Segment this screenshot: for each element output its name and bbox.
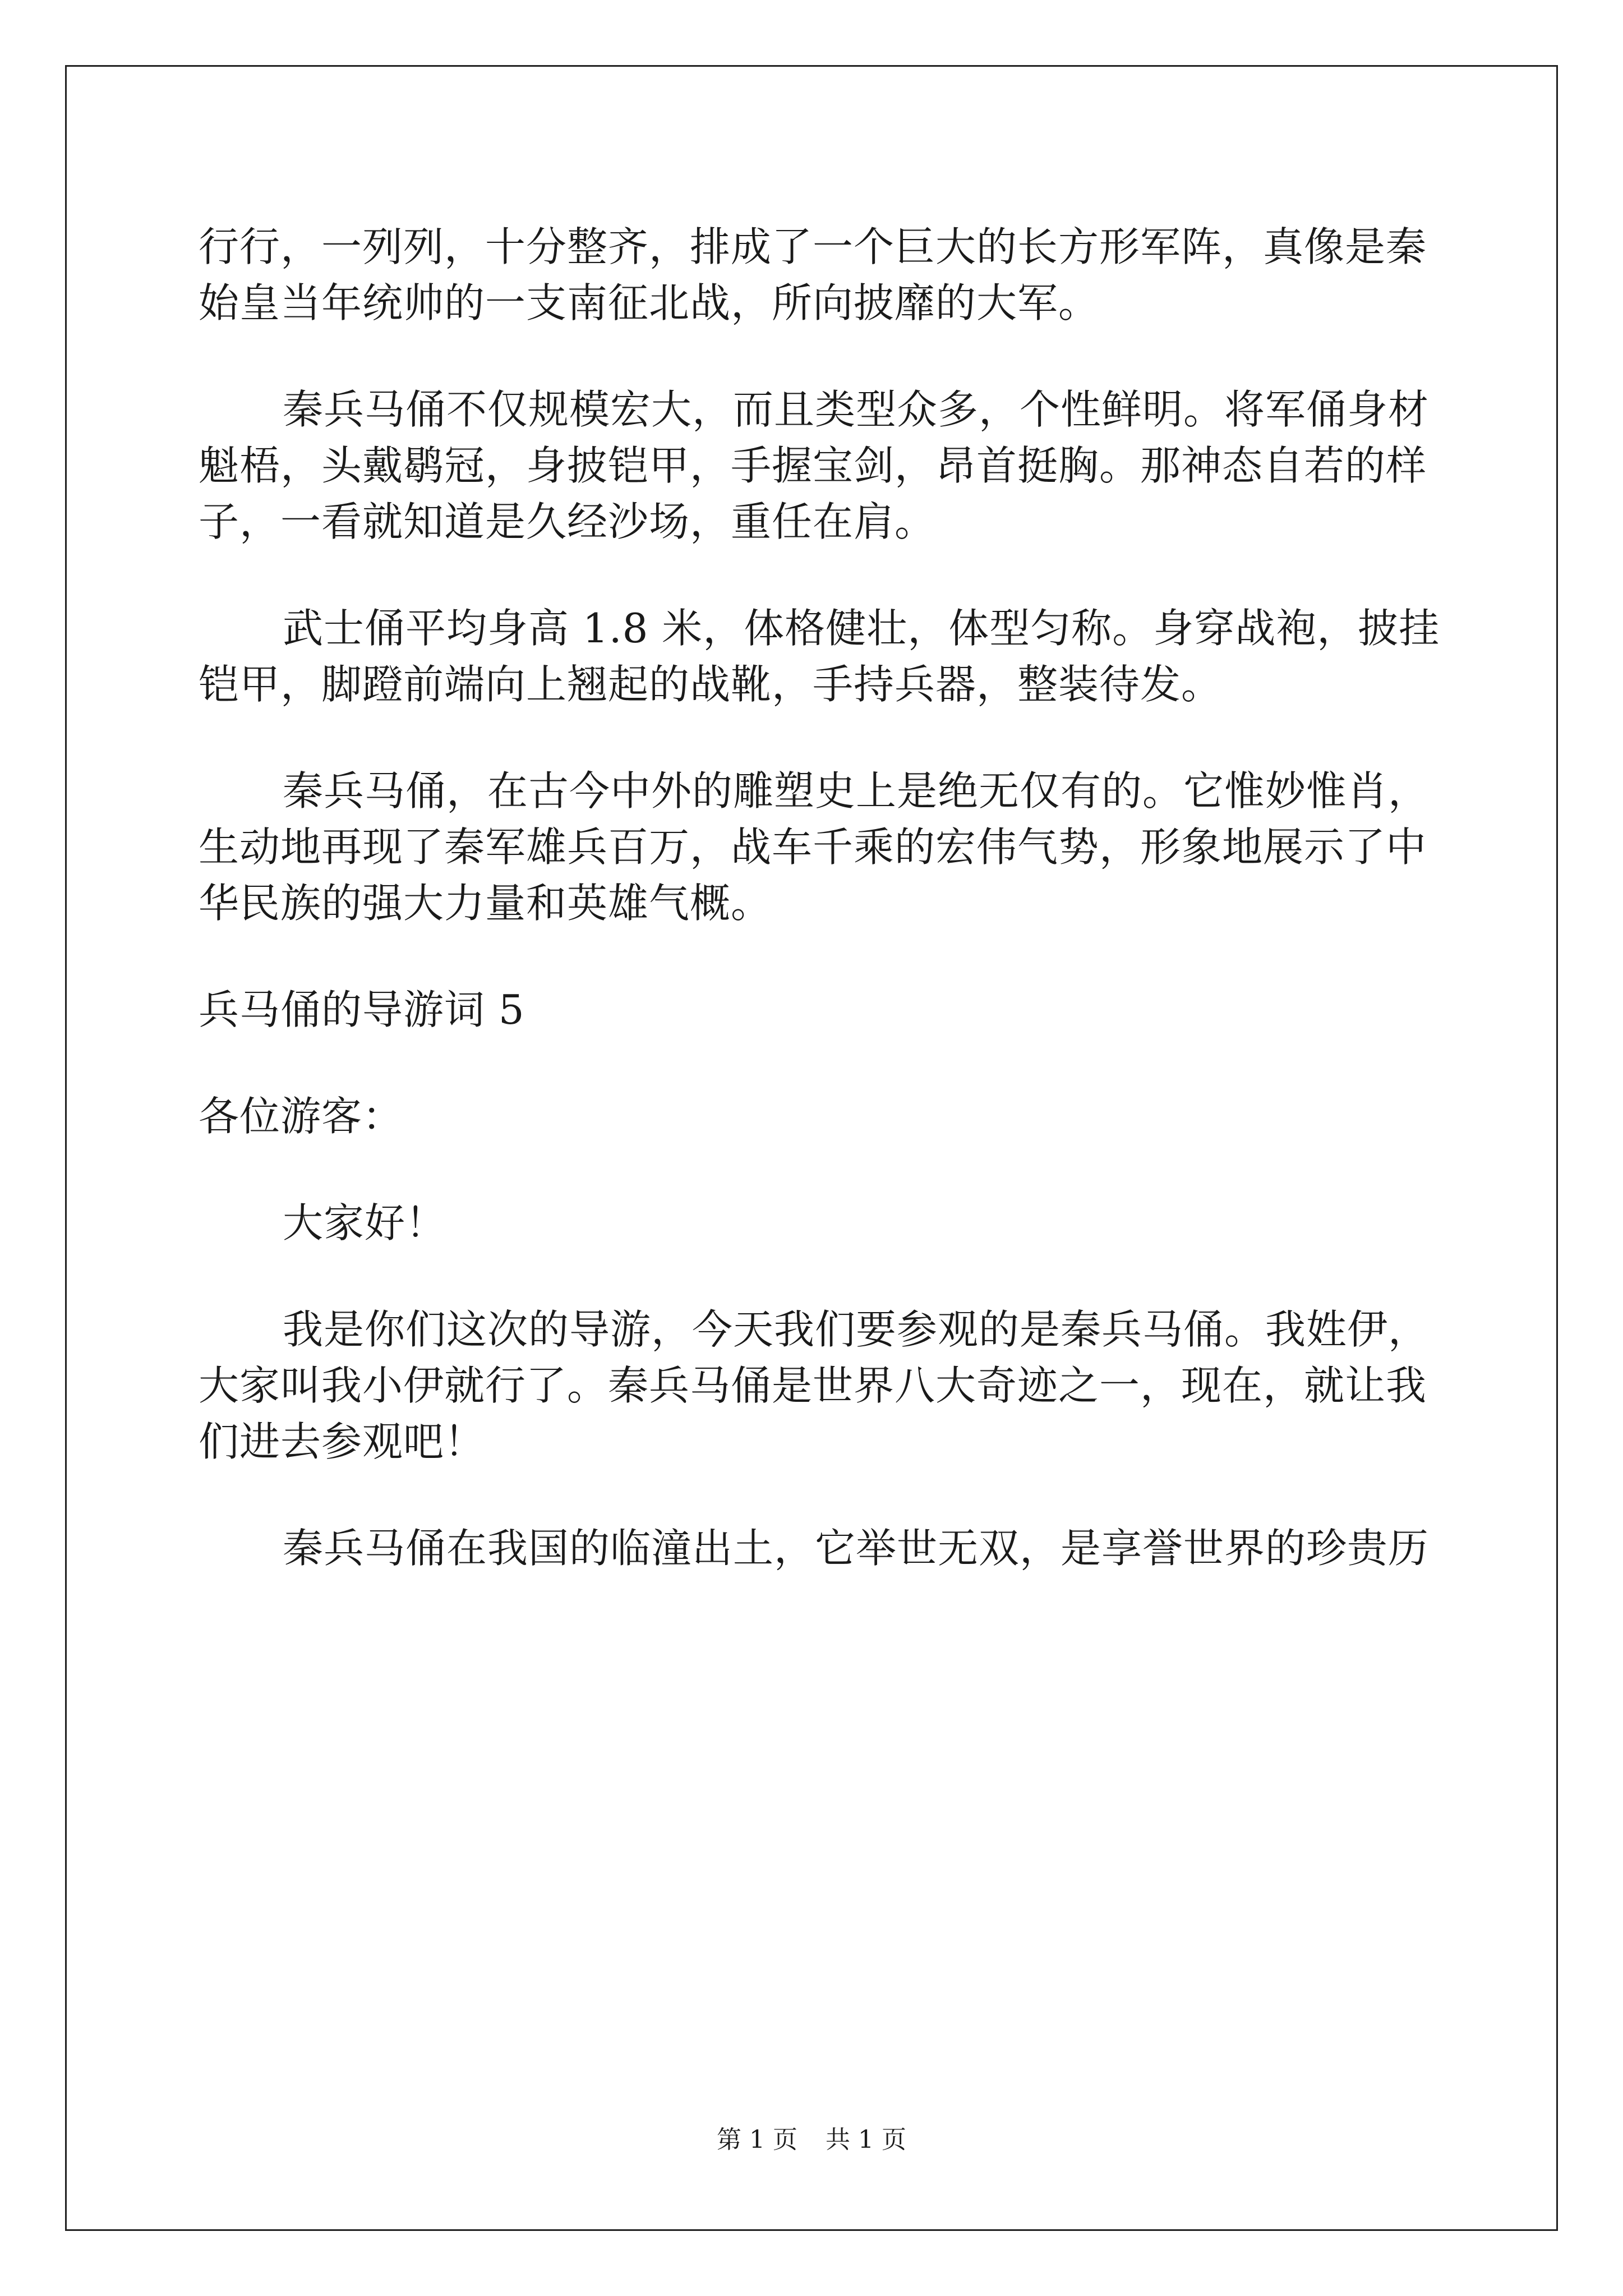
text-line: 们进去参观吧！ — [199, 1418, 486, 1465]
text-line: 秦兵马俑，在古今中外的雕塑史上是绝无仅有的。它惟妙惟肖， — [283, 767, 1430, 815]
text-line: 我是你们这次的导游，今天我们要参观的是秦兵马俑。我姓伊， — [283, 1306, 1430, 1353]
text-line: 铠甲，脚蹬前端向上翘起的战靴，手持兵器，整装待发。 — [199, 661, 1223, 708]
text-line: 子，一看就知道是久经沙场，重任在肩。 — [199, 498, 936, 545]
text-line: 行行，一列列，十分整齐，排成了一个巨大的长方形军阵，真像是秦 — [199, 223, 1427, 270]
page-number: 第 1 页 — [717, 2125, 797, 2154]
paragraph-3 — [199, 600, 1440, 712]
text-line: 大家好！ — [283, 1199, 447, 1246]
paragraph-4 — [199, 763, 1430, 931]
greeting-hello — [199, 1195, 1427, 1251]
page-footer — [0, 2123, 1623, 2157]
document-body — [199, 219, 1440, 1627]
text-line: 秦兵马俑不仅规模宏大，而且类型众多，个性鲜明。将军俑身材 — [283, 386, 1430, 433]
text-line: 武士俑平均身高 1.8 米，体格健壮，体型匀称。身穿战袍，披挂 — [283, 605, 1440, 652]
paragraph-last — [199, 1520, 1430, 1576]
section-heading — [199, 982, 1427, 1038]
paragraph-2 — [199, 381, 1430, 550]
text-line: 各位游客： — [199, 1093, 404, 1140]
page-total: 共 1 页 — [826, 2125, 906, 2154]
text-line: 生动地再现了秦军雄兵百万，战车千乘的宏伟气势，形象地展示了中 — [199, 823, 1427, 871]
heading-text: 兵马俑的导游词 5 — [199, 986, 525, 1033]
text-line: 华民族的强大力量和英雄气概。 — [199, 880, 772, 927]
paragraph-intro — [199, 1301, 1430, 1470]
text-line: 大家叫我小伊就行了。秦兵马俑是世界八大奇迹之一，现在，就让我 — [199, 1362, 1427, 1409]
text-line: 魁梧，头戴鹖冠，身披铠甲，手握宝剑，昂首挺胸。那神态自若的样 — [199, 442, 1427, 489]
text-line: 始皇当年统帅的一支南征北战，所向披靡的大军。 — [199, 279, 1100, 326]
paragraph-1 — [199, 219, 1427, 331]
greeting-salutation — [199, 1088, 1427, 1144]
text-line: 秦兵马俑在我国的临潼出土，它举世无双，是享誉世界的珍贵历 — [283, 1525, 1430, 1572]
